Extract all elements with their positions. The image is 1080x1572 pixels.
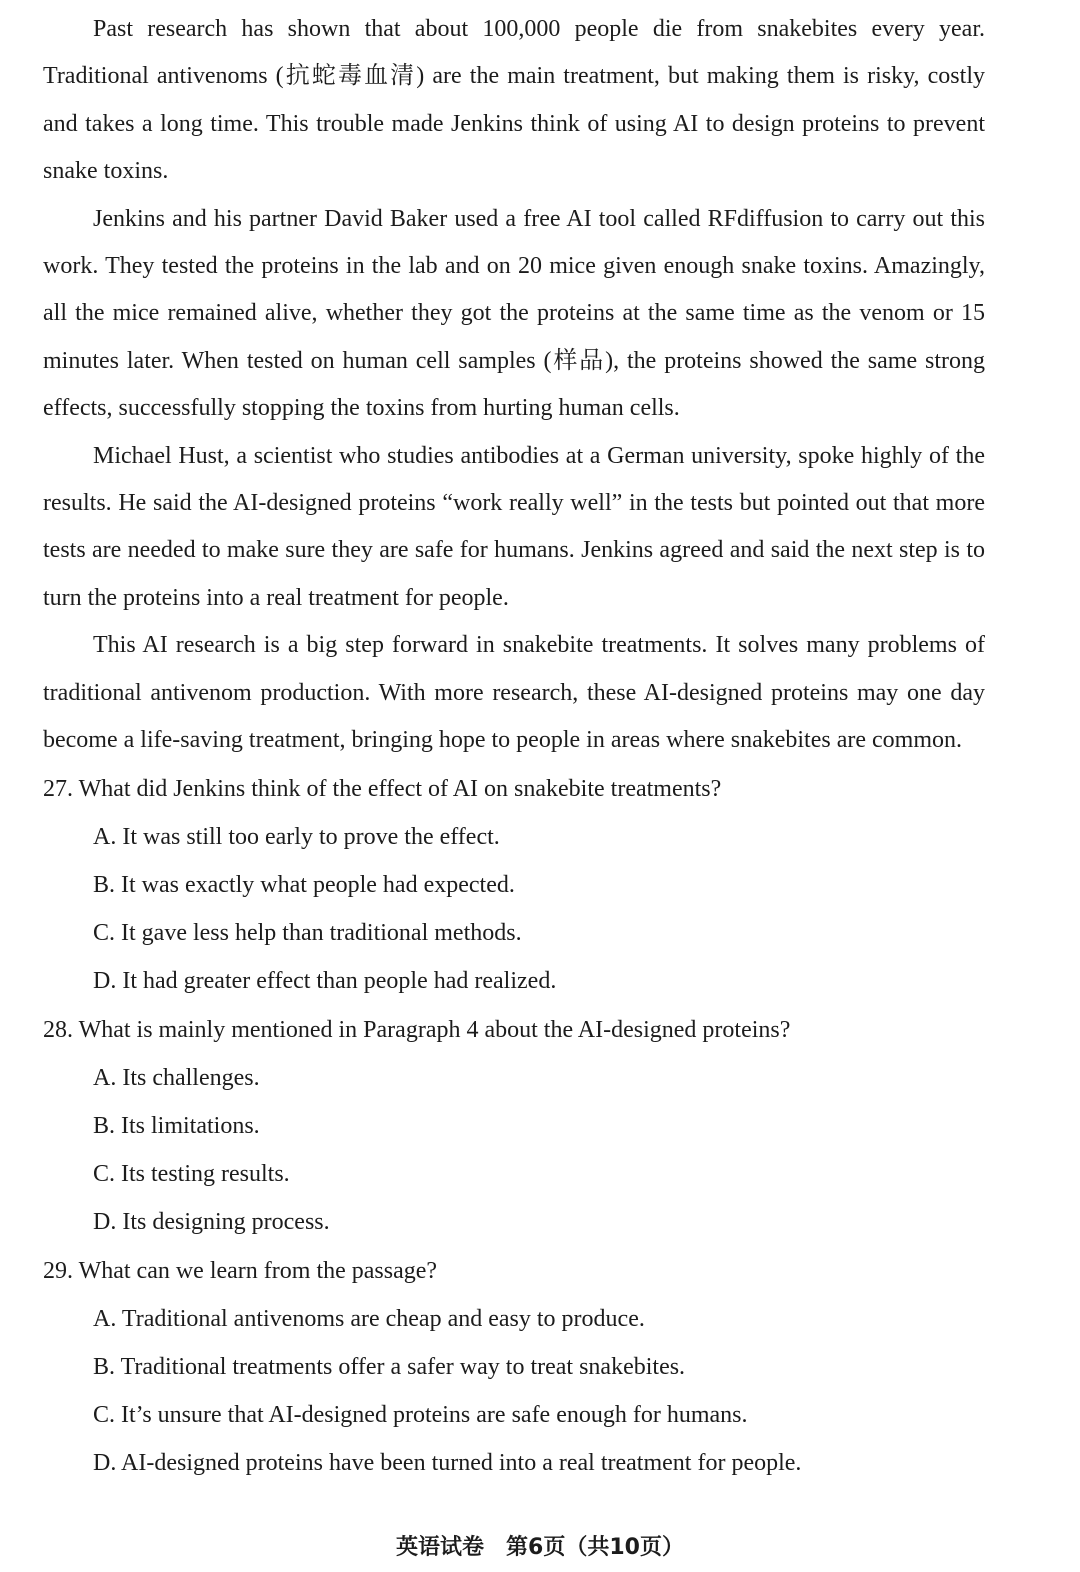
question-option: A. It was still too early to prove the effect. xyxy=(93,823,500,850)
question-option: C. It’s unsure that AI-designed proteins are safe enough for humans. xyxy=(93,1402,748,1429)
question-option: D. It had greater effect than people had realized. xyxy=(93,968,557,995)
passage-paragraph-2: Jenkins and his partner David Baker used a free AI tool called RFdiffusion to carry out this work. They tested the proteins in the lab and on 20 mice given enough snake toxins. Amazingly, all the mice remained alive, whether they got the proteins at the same time as the venom or 15 minutes later. When tested on human cell samples (样品), the proteins showed the same strong effects, successfully stopping the toxins from hurting human cells. xyxy=(43,205,985,422)
question-option: C. It gave less help than traditional methods. xyxy=(93,920,522,947)
question-option: D. AI-designed proteins have been turned into a real treatment for people. xyxy=(93,1450,802,1477)
question-option: B. Its limitations. xyxy=(93,1112,260,1139)
question-stem: 28. What is mainly mentioned in Paragraph 4 about the AI-designed proteins? xyxy=(43,1016,791,1043)
reading-passage xyxy=(43,6,985,765)
passage-paragraph-1: Past research has shown that about 100,000 people die from snakebites every year. Traditional antivenoms (抗蛇毒血清) are the main treatment, but making them is risky, costly and takes a long time. This trouble made Jenkins think of using AI to design proteins to prevent snake toxins. xyxy=(43,16,985,185)
question-option: A. Its challenges. xyxy=(93,1064,260,1091)
passage-paragraph-3: Michael Hust, a scientist who studies antibodies at a German university, spoke highly of the results. He said the AI-designed proteins “work really well” in the tests but pointed out that more tests are needed to make sure they are safe for humans. Jenkins agreed and said the next step is to turn the proteins into a real treatment for people. xyxy=(43,442,985,611)
question-option: A. Traditional antivenoms are cheap and easy to produce. xyxy=(93,1305,645,1332)
question-option: B. Traditional treatments offer a safer way to treat snakebites. xyxy=(93,1353,686,1380)
question-option: D. Its designing process. xyxy=(93,1209,330,1236)
page-footer: 英语试卷 第6页（共10页） xyxy=(396,1535,684,1560)
passage-paragraph-4: This AI research is a big step forward in snakebite treatments. It solves many problems of traditional antivenom production. With more research, these AI-designed proteins may one day become a life-saving treatment, bringing hope to people in areas where snakebites are common. xyxy=(43,632,985,754)
question-28 xyxy=(43,1006,985,1247)
question-stem: 27. What did Jenkins think of the effect of AI on snakebite treatments? xyxy=(43,775,722,802)
question-29 xyxy=(43,1247,985,1488)
question-27 xyxy=(43,765,985,1006)
question-stem: 29. What can we learn from the passage? xyxy=(43,1257,438,1284)
question-option: B. It was exactly what people had expected. xyxy=(93,871,515,898)
question-option: C. Its testing results. xyxy=(93,1161,290,1188)
exam-page xyxy=(43,6,985,1488)
